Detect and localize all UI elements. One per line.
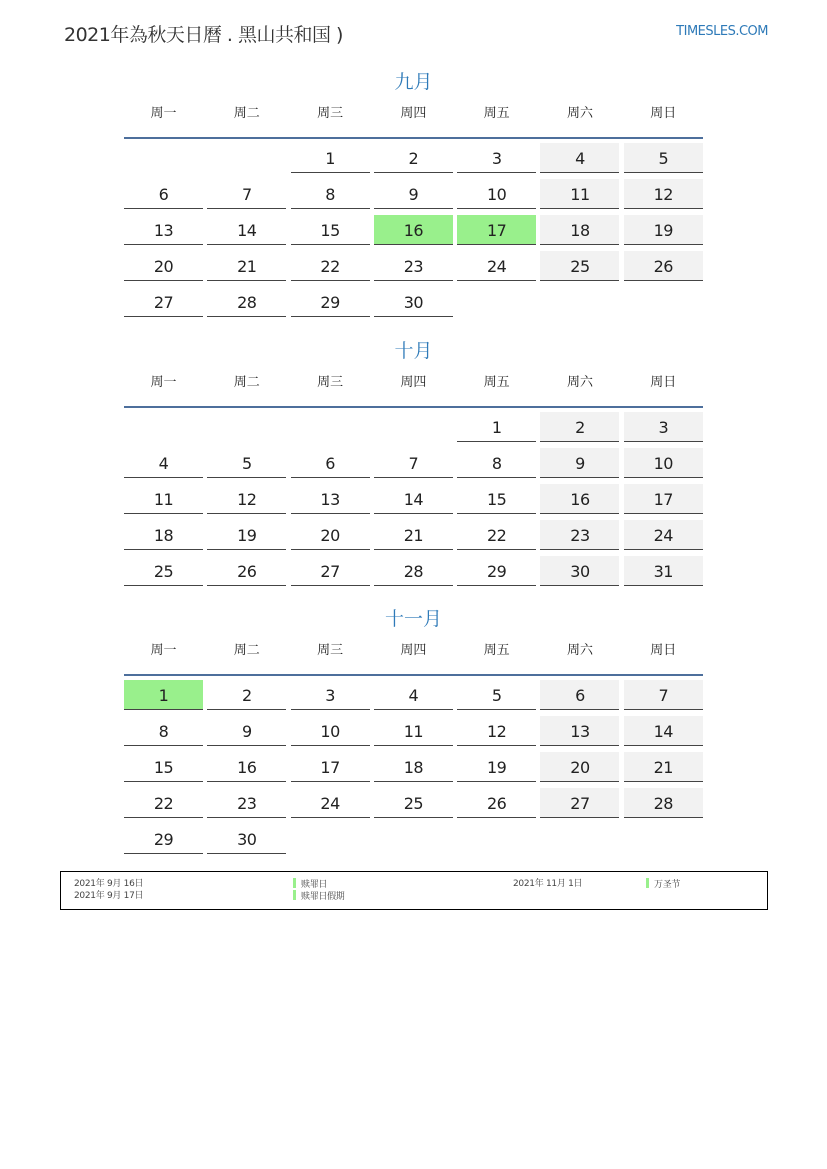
month-september [124, 68, 703, 322]
day-cell: 12 [624, 179, 703, 209]
legend-date: 2021年 11月 1日 [513, 879, 583, 889]
legend-dates-left [74, 878, 143, 902]
day-cell: 10 [624, 448, 703, 478]
day-cell: 21 [624, 752, 703, 782]
day-cell: 28 [624, 788, 703, 818]
month-november [124, 605, 703, 859]
legend-date: 2021年 9月 16日 [74, 879, 144, 889]
day-cell: 18 [540, 215, 619, 245]
weekday-label: 周四 [400, 375, 427, 390]
weekday-header [124, 370, 703, 408]
day-cell: 27 [124, 287, 203, 317]
day-cell: 3 [457, 143, 536, 173]
empty-cell [124, 143, 203, 173]
day-cell: 30 [374, 287, 453, 317]
site-link[interactable]: TIMESLES.COM [676, 24, 768, 39]
day-cell: 7 [624, 680, 703, 710]
day-cell: 23 [374, 251, 453, 281]
day-grid [124, 676, 703, 859]
day-cell: 13 [291, 484, 370, 514]
day-cell: 7 [207, 179, 286, 209]
day-cell: 12 [457, 716, 536, 746]
day-cell: 9 [374, 179, 453, 209]
day-cell: 28 [207, 287, 286, 317]
day-cell: 14 [624, 716, 703, 746]
day-cell: 27 [291, 556, 370, 586]
legend-color-mark [646, 878, 649, 888]
day-cell: 19 [457, 752, 536, 782]
weekday-label: 周三 [317, 106, 344, 121]
weekday-label: 周一 [150, 643, 177, 658]
weekday-label: 周六 [566, 106, 593, 121]
weekday-label: 周五 [483, 106, 510, 121]
day-cell: 1 [291, 143, 370, 173]
day-cell: 28 [374, 556, 453, 586]
day-cell: 2 [540, 412, 619, 442]
day-cell: 2 [207, 680, 286, 710]
legend-date: 2021年 9月 17日 [74, 891, 144, 901]
legend-names-left [293, 878, 345, 902]
weekday-label: 周二 [233, 375, 260, 390]
empty-cell [207, 143, 286, 173]
day-cell: 8 [457, 448, 536, 478]
day-cell: 13 [124, 215, 203, 245]
day-cell: 3 [291, 680, 370, 710]
day-cell: 1 [457, 412, 536, 442]
day-cell: 27 [540, 788, 619, 818]
holiday-day-cell: 17 [457, 215, 536, 245]
day-cell: 25 [540, 251, 619, 281]
day-cell: 25 [374, 788, 453, 818]
weekday-header [124, 638, 703, 676]
day-cell: 13 [540, 716, 619, 746]
day-cell: 6 [291, 448, 370, 478]
month-october [124, 337, 703, 591]
day-cell: 12 [207, 484, 286, 514]
day-cell: 31 [624, 556, 703, 586]
day-cell: 22 [124, 788, 203, 818]
day-cell: 20 [540, 752, 619, 782]
month-title: 十一月 [384, 608, 442, 630]
weekday-label: 周日 [650, 375, 677, 390]
day-cell: 2 [374, 143, 453, 173]
day-cell: 24 [457, 251, 536, 281]
day-cell: 26 [207, 556, 286, 586]
legend-color-mark [293, 878, 296, 888]
day-cell: 10 [457, 179, 536, 209]
weekday-label: 周三 [317, 375, 344, 390]
day-cell: 11 [124, 484, 203, 514]
weekday-label: 周四 [400, 643, 427, 658]
weekday-label: 周五 [483, 375, 510, 390]
day-cell: 15 [291, 215, 370, 245]
day-cell: 19 [207, 520, 286, 550]
day-cell: 16 [207, 752, 286, 782]
day-cell: 24 [291, 788, 370, 818]
weekday-label: 周二 [233, 643, 260, 658]
day-cell: 22 [291, 251, 370, 281]
day-cell: 20 [291, 520, 370, 550]
weekday-label: 周一 [150, 375, 177, 390]
day-cell: 11 [540, 179, 619, 209]
day-cell: 9 [207, 716, 286, 746]
day-cell: 23 [540, 520, 619, 550]
day-cell: 21 [374, 520, 453, 550]
day-cell: 18 [374, 752, 453, 782]
legend-names-right [646, 878, 680, 890]
legend-holiday-name: 赎罪日 [301, 880, 328, 890]
weekday-label: 周四 [400, 106, 427, 121]
day-cell: 14 [374, 484, 453, 514]
legend-holiday-name: 赎罪日假期 [301, 892, 345, 902]
empty-cell [291, 412, 370, 442]
day-cell: 5 [624, 143, 703, 173]
day-cell: 4 [374, 680, 453, 710]
day-cell: 19 [624, 215, 703, 245]
weekday-label: 周二 [233, 106, 260, 121]
day-cell: 30 [540, 556, 619, 586]
day-cell: 24 [624, 520, 703, 550]
day-cell: 26 [624, 251, 703, 281]
day-cell: 6 [540, 680, 619, 710]
day-cell: 29 [124, 824, 203, 854]
day-cell: 11 [374, 716, 453, 746]
holiday-day-cell: 1 [124, 680, 203, 710]
day-cell: 26 [457, 788, 536, 818]
month-title: 九月 [394, 71, 433, 93]
day-cell: 3 [624, 412, 703, 442]
weekday-label: 周一 [150, 106, 177, 121]
legend-color-mark [293, 890, 296, 900]
day-cell: 4 [540, 143, 619, 173]
day-cell: 8 [124, 716, 203, 746]
weekday-label: 周五 [483, 643, 510, 658]
day-cell: 9 [540, 448, 619, 478]
day-cell: 21 [207, 251, 286, 281]
day-cell: 14 [207, 215, 286, 245]
empty-cell [124, 412, 203, 442]
day-cell: 29 [291, 287, 370, 317]
day-cell: 8 [291, 179, 370, 209]
empty-cell [374, 412, 453, 442]
day-cell: 18 [124, 520, 203, 550]
day-grid [124, 139, 703, 322]
page-title: 2021年為秋天日曆 . 黑山共和国 ) [64, 24, 343, 46]
legend-holiday-name: 万圣节 [654, 880, 681, 890]
day-cell: 5 [457, 680, 536, 710]
weekday-label: 周日 [650, 106, 677, 121]
day-cell: 22 [457, 520, 536, 550]
day-grid [124, 408, 703, 591]
day-cell: 10 [291, 716, 370, 746]
day-cell: 4 [124, 448, 203, 478]
weekday-label: 周六 [566, 643, 593, 658]
holiday-day-cell: 16 [374, 215, 453, 245]
day-cell: 29 [457, 556, 536, 586]
day-cell: 5 [207, 448, 286, 478]
day-cell: 7 [374, 448, 453, 478]
month-title: 十月 [394, 340, 433, 362]
day-cell: 25 [124, 556, 203, 586]
weekday-label: 周日 [650, 643, 677, 658]
day-cell: 6 [124, 179, 203, 209]
day-cell: 16 [540, 484, 619, 514]
holiday-legend [60, 871, 768, 910]
weekday-label: 周六 [566, 375, 593, 390]
day-cell: 15 [457, 484, 536, 514]
day-cell: 17 [291, 752, 370, 782]
day-cell: 30 [207, 824, 286, 854]
legend-dates-right [513, 878, 582, 890]
day-cell: 20 [124, 251, 203, 281]
day-cell: 15 [124, 752, 203, 782]
weekday-label: 周三 [317, 643, 344, 658]
empty-cell [207, 412, 286, 442]
day-cell: 17 [624, 484, 703, 514]
weekday-header [124, 101, 703, 139]
day-cell: 23 [207, 788, 286, 818]
